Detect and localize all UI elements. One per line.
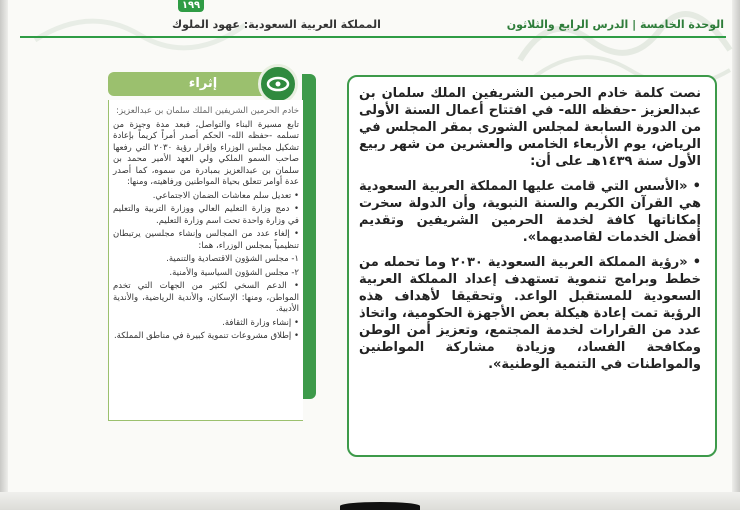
enrichment-item: • دمج وزارة التعليم العالي ووزارة التربية والتعليم في وزارة واحدة تحت اسم وزارة التعليم. [113,204,299,226]
enrichment-text [113,106,299,345]
enrichment-accent-bar [302,74,316,399]
main-bullet: • «رؤية المملكة العربية السعودية ٢٠٣٠ وما تحمله من خطط وبرامج تنموية تستهدف إعداد المملكة العربية السعودية للمستقبل الواعد. وتحقيقا لأهداف هذه الرؤية تمت إعادة هيكلة بعض الأجهزة الحكومية، واتخاذ عدد من القرارات لخدمة المجتمع، وتعزيز أمن الوطن ومكافحة الفساد، وزيادة مشاركة المواطنين والمواطنات في التنمية الوطنية». [359,255,701,372]
page-edge-left [0,0,8,510]
enrichment-title: إثراء [188,76,218,91]
topic-title: المملكة العربية السعودية: عهود الملوك [172,18,381,31]
enrichment-heading: خادم الحرمين الشريفين الملك سلمان بن عبدالعزيز: [116,106,299,116]
main-text [359,85,701,381]
enrichment-panel [108,100,303,421]
header-rule [20,36,726,38]
unit-lesson-title: الوحدة الخامسة | الدرس الرابع والثلاثون [506,18,724,31]
enrichment-item: • إطلاق مشروعات تنموية كبيرة في مناطق المملكة. [113,331,299,341]
page-number-badge: ١٩٩ [178,0,204,12]
enrichment-item: تابع مسيرة البناء والتواصل، فبعد مدة وجيزة من تسلمه -حفظه الله- الحكم أصدر أمراً كريماً بإعادة تشكيل مجلس الوزراء وإقرار رؤية ٢٠٣٠ التي رفعها صاحب السمو الملكي ولي العهد الأمير محمد بن سلمان بن عبدالعزيز بمبادرة من سموه، كما أصدر عدة أوامر تتعلق بحياة المواطنين ورفاهيته، ومنها: [113,119,299,187]
main-paragraph: نصت كلمة خادم الحرمين الشريفين الملك سلمان بن عبدالعزيز -حفظه الله- في افتتاح أعمال السنة الأولى من الدورة السابعة لمجلس الشورى بمقر المجلس في الرياض، يوم الأربعاء الخامس والعشرين من شهر ربيع الأول سنة ١٤٣٩هـ على أن: [359,86,701,169]
main-bullet: • «الأسس التي قامت عليها المملكة العربية السعودية هي القرآن الكريم والسنة النبوية، وأن الدولة سخرت إمكاناتها كافة لخدمة الحرمين الشريفين وتقديم أفضل الخدمات لقاصديهما». [359,179,701,245]
main-content-box [347,75,717,457]
enrichment-item: • إنشاء وزارة الثقافة. [222,317,299,328]
enrichment-sidebar [100,64,318,444]
enrichment-item: • تعديل سلم معاشات الضمان الاجتماعي. [152,190,299,201]
enrichment-tab [108,72,278,96]
enrichment-item: • الدعم السخي لكثير من الجهات التي تخدم المواطن، ومنها: الإسكان، والأندية الرياضية، والأندية الأدبية. [113,281,299,314]
enrichment-item: ٢- مجلس الشؤون السياسية والأمنية. [169,267,299,278]
enrichment-item: ١- مجلس الشؤون الاقتصادية والتنمية. [166,254,299,264]
page-bottom-object [340,502,420,510]
enrichment-item: • إلغاء عدد من المجالس وإنشاء مجلسين يرتبطان تنظيمياً بمجلس الوزراء، هما: [113,229,299,251]
enrichment-icon [258,64,298,104]
